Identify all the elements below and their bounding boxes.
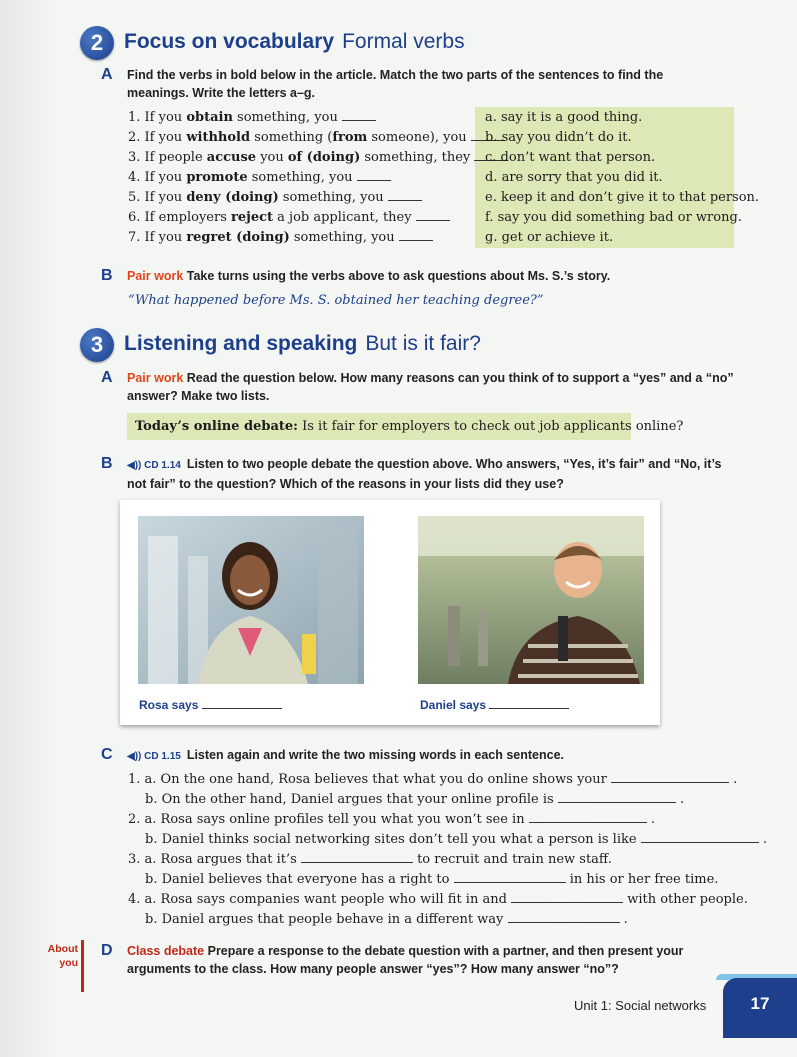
sentence-4b: b. Daniel argues that people behave in a different way . (145, 912, 628, 927)
sentence-2a: 2. a. Rosa says online profiles tell you what you won’t see in . (128, 812, 655, 827)
rosa-caption: Rosa says (139, 698, 282, 712)
answer-blank[interactable] (508, 912, 620, 923)
pair-work-label: Pair work (127, 269, 184, 283)
instruction-2a: Find the verbs in bold below in the article. Match the two parts of the sentences to find the meanings. Write the letters a–g. (127, 68, 664, 100)
part-letter-3b: B (101, 455, 113, 472)
section-3-title-text: Listening and speaking (124, 332, 358, 355)
answer-f: f. say you did something bad or wrong. (485, 210, 742, 225)
sentence-3a: 3. a. Rosa argues that it’s to recruit and train new staff. (128, 852, 612, 867)
answer-blank[interactable] (611, 772, 729, 783)
instruction-2b: Pair work Take turns using the verbs above to ask questions about Ms. S.’s story. (127, 269, 611, 283)
sentence-1a: 1. a. On the one hand, Rosa believes that what you do online shows your . (128, 772, 738, 787)
question-3: 3. If people accuse you of (doing) something, they (128, 148, 508, 168)
example-question: “What happened before Ms. S. obtained her teaching degree?” (128, 293, 544, 308)
question-1: 1. If you obtain something, you (128, 108, 508, 128)
section-number-3: 3 (80, 328, 114, 362)
debate-label: Today’s online debate: (135, 419, 298, 434)
sentence-2b: b. Daniel thinks social networking sites don’t tell you what a person is like . (145, 832, 767, 847)
answer-blank[interactable] (416, 210, 450, 221)
instruction-3d: Class debate Prepare a response to the debate question with a partner, and then present your arguments to the class. How many people answer “yes”? How many answer “no”? (127, 944, 684, 976)
answer-blank[interactable] (388, 190, 422, 201)
answer-blank[interactable] (301, 852, 413, 863)
sentence-3b: b. Daniel believes that everyone has a right to in his or her free time. (145, 872, 719, 887)
answer-blank[interactable] (511, 892, 623, 903)
part-letter-3a: A (101, 369, 113, 386)
answer-blank[interactable] (357, 170, 391, 181)
daniel-photo (418, 516, 644, 684)
audio-icon: ◀)) (127, 751, 145, 762)
about-you-bar (81, 940, 84, 992)
section-2-subtitle: Formal verbs (342, 30, 465, 53)
section-3-subtitle: But is it fair? (365, 332, 481, 355)
answer-blank[interactable] (529, 812, 647, 823)
answer-b: b. say you didn’t do it. (485, 130, 632, 145)
part-letter-3d: D (101, 942, 113, 959)
part-letter-2b: B (101, 267, 113, 284)
unit-footer: Unit 1: Social networks (574, 998, 707, 1013)
answer-blank[interactable] (641, 832, 759, 843)
audio-icon: ◀)) (127, 460, 145, 471)
debate-question: Is it fair for employers to check out job applicants online? (302, 419, 684, 434)
about-you-label: About you (47, 943, 78, 969)
pair-work-label: Pair work (127, 371, 184, 385)
question-5: 5. If you deny (doing) something, you (128, 188, 508, 208)
audio-track-label[interactable]: ◀)) CD 1.14 (127, 460, 181, 471)
answer-blank[interactable] (558, 792, 676, 803)
question-4: 4. If you promote something, you (128, 168, 508, 188)
rosa-photo (138, 516, 364, 684)
answer-d: d. are sorry that you did it. (485, 170, 663, 185)
answer-e: e. keep it and don’t give it to that person. (485, 190, 760, 205)
question-list (128, 108, 508, 248)
question-6: 6. If employers reject a job applicant, they (128, 208, 508, 228)
answer-a: a. say it is a good thing. (485, 110, 643, 125)
answer-blank[interactable] (399, 230, 433, 241)
answer-g: g. get or achieve it. (485, 230, 614, 245)
audio-track-label[interactable]: ◀)) CD 1.15 (127, 751, 181, 762)
photo-panel (120, 500, 660, 725)
daniel-answer-blank[interactable] (489, 698, 569, 709)
page-number: 17 (723, 978, 797, 1038)
answer-list (485, 108, 759, 248)
daniel-caption: Daniel says (420, 698, 569, 712)
instruction-3b: ◀)) CD 1.14 Listen to two people debate the question above. Who answers, “Yes, it’s fair” and “No, it’s not fair” to the question? Which of the reasons in your lists did they use? (127, 457, 722, 491)
rosa-answer-blank[interactable] (202, 698, 282, 709)
question-7: 7. If you regret (doing) something, you (128, 228, 508, 248)
sentence-list (128, 770, 767, 930)
instruction-3a: Pair work Read the question below. How many reasons can you think of to support a “yes” and a “no” answer? Make two lists. (127, 371, 734, 403)
sentence-4a: 4. a. Rosa says companies want people who will fit in and with other people. (128, 892, 748, 907)
section-2-title (124, 30, 465, 54)
section-2-title-text: Focus on vocabulary (124, 30, 335, 53)
part-letter-3c: C (101, 746, 113, 763)
question-2: 2. If you withhold something (from someone), you (128, 128, 508, 148)
sentence-1b: b. On the other hand, Daniel argues that your online profile is . (145, 792, 685, 807)
class-debate-label: Class debate (127, 944, 205, 958)
answer-blank[interactable] (342, 110, 376, 121)
debate-question-box (127, 413, 684, 440)
section-number-2: 2 (80, 26, 114, 60)
answer-c: c. don’t want that person. (485, 150, 656, 165)
section-3-title (124, 332, 481, 356)
answer-blank[interactable] (454, 872, 566, 883)
part-letter-2a: A (101, 66, 113, 83)
instruction-3c: ◀)) CD 1.15 Listen again and write the two missing words in each sentence. (127, 748, 564, 762)
